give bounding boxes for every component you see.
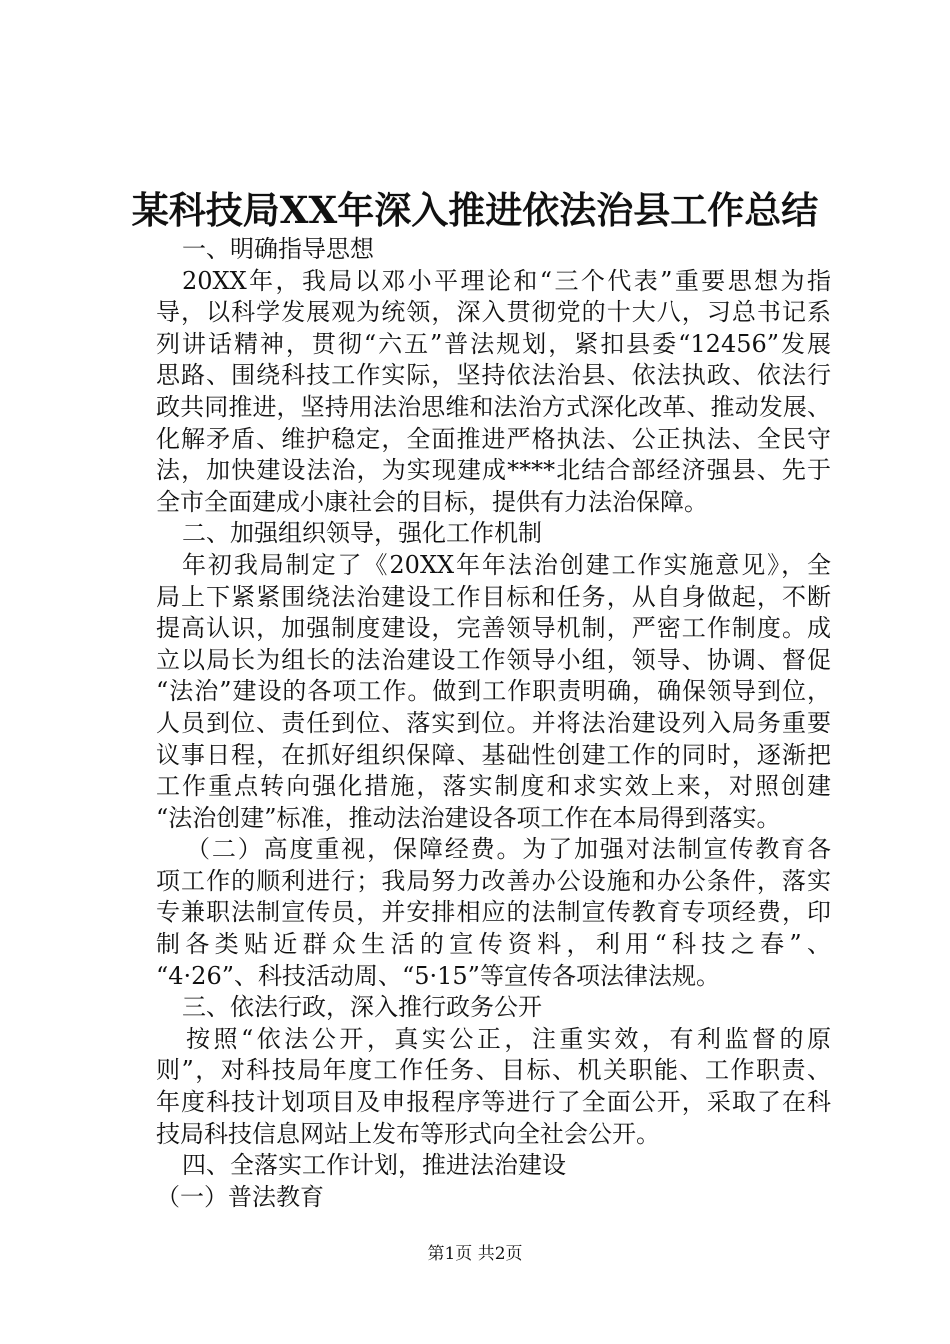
- text-line: 议事日程，在抓好组织保障、基础性创建工作的同时，逐渐把: [156, 740, 831, 769]
- text-line: 局上下紧紧围绕法治建设工作目标和任务，从自身做起，不断: [156, 582, 831, 611]
- text-line: 三、依法行政，深入推行政务公开: [182, 993, 542, 1022]
- text-line: 法，加快建设法治，为实现建成****北结合部经济强县、先于: [156, 456, 831, 485]
- text-line: 提高认识，加强制度建设，完善领导机制，严密工作制度。成: [156, 614, 831, 643]
- text-line: 四、全落实工作计划，推进法治建设: [182, 1151, 566, 1180]
- text-line: 列讲话精神，贯彻“六五”普法规划，紧扣县委“12456”发展: [156, 329, 831, 358]
- text-line: 思路、围绕科技工作实际，坚持依法治县、依法执政、依法行: [156, 361, 831, 390]
- document-title: 某科技局XX年深入推进依法治县工作总结: [131, 188, 819, 232]
- text-line: 化解矛盾、维护稳定，全面推进严格执法、公正执法、全民守: [156, 424, 831, 453]
- text-line: 二、加强组织领导，强化工作机制: [182, 519, 542, 548]
- document-body: [156, 234, 831, 1213]
- text-line: 立以局长为组长的法治建设工作领导小组，领导、协调、督促: [156, 645, 831, 674]
- text-line: 年度科技计划项目及申报程序等进行了全面公开，采取了在科: [156, 1088, 831, 1117]
- text-line: 一、明确指导思想: [182, 235, 374, 263]
- text-line: “法治”建设的各项工作。做到工作职责明确，确保领导到位，: [156, 677, 831, 706]
- text-line: 按照“依法公开，真实公正，注重实效，有利监督的原: [186, 1024, 831, 1053]
- text-line: 导，以科学发展观为统领，深入贯彻党的十大八，习总书记系: [156, 298, 831, 327]
- text-line: 则”，对科技局年度工作任务、目标、机关职能、工作职责、: [156, 1056, 831, 1085]
- text-line: 专兼职法制宣传员，并安排相应的法制宣传教育专项经费，印: [156, 898, 831, 927]
- text-line: 全市全面建成小康社会的目标，提供有力法治保障。: [156, 487, 708, 516]
- text-line: 项工作的顺利进行；我局努力改善办公设施和办公条件，落实: [156, 866, 831, 895]
- text-line: 人员到位、责任到位、落实到位。并将法治建设列入局务重要: [156, 708, 831, 737]
- text-line: （二）高度重视，保障经费。为了加强对法制宣传教育各: [186, 835, 831, 864]
- text-line: 20XX年，我局以邓小平理论和“三个代表”重要思想为指: [182, 266, 831, 295]
- text-line: 制各类贴近群众生活的宣传资料，利用“科技之春”、: [156, 930, 831, 959]
- text-line: 年初我局制定了《20XX年年法治创建工作实施意见》，全: [182, 550, 831, 579]
- text-line: 技局科技信息网站上发布等形式向全社会公开。: [156, 1119, 660, 1148]
- text-line: （一）普法教育: [156, 1182, 324, 1211]
- text-line: “4·26”、科技活动周、“5·15”等宣传各项法律法规。: [156, 961, 720, 990]
- text-line: 政共同推进，坚持用法治思维和法治方式深化改革、推动发展、: [156, 392, 831, 421]
- page-footer: 第1页 共2页: [427, 1244, 523, 1264]
- text-line: 工作重点转向强化措施，落实制度和求实效上来，对照创建: [156, 772, 831, 801]
- text-line: “法治创建”标准，推动法治建设各项工作在本局得到落实。: [156, 803, 781, 832]
